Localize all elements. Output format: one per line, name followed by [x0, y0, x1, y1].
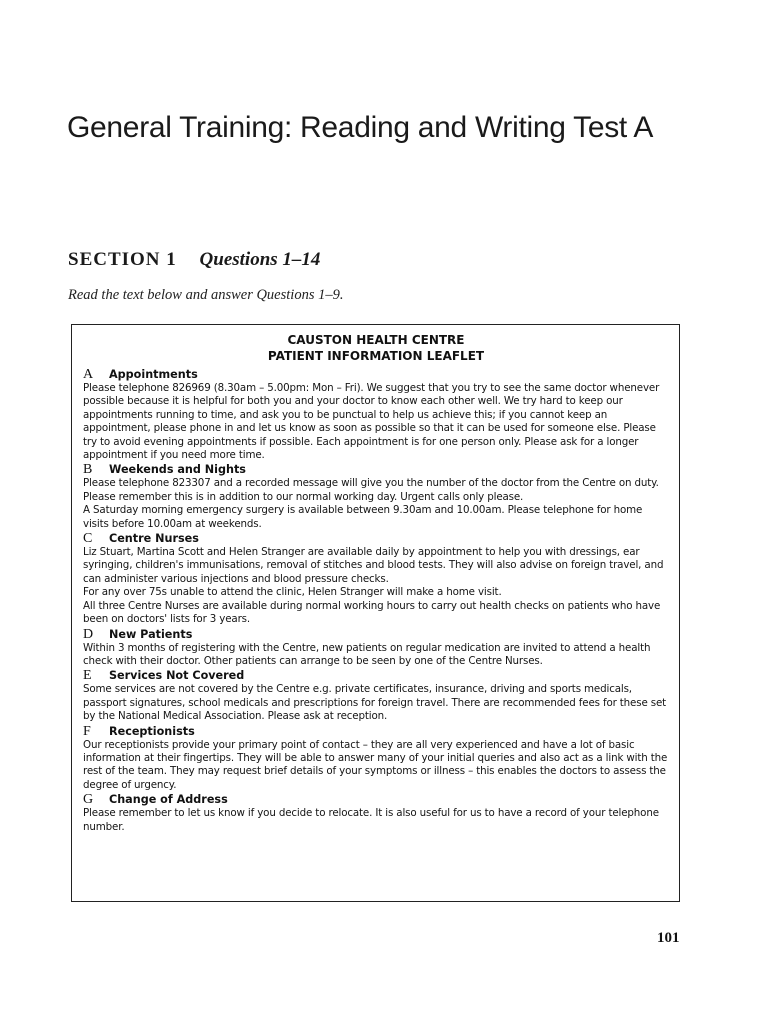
section-header	[83, 532, 669, 546]
section-paragraph: All three Centre Nurses are available during normal working hours to carry out health checks on patients who have been on doctors' lists for 3 years.	[83, 599, 661, 626]
section-heading-text: Receptionists	[109, 724, 195, 738]
section-header	[83, 368, 669, 382]
instruction-text: Read the text below and answer Questions 1–9.	[68, 287, 344, 303]
section-paragraph: Liz Stuart, Martina Scott and Helen Stranger are available daily by appointment to help you with dressings, ear syringing, children's immunisations, removal of stitches and blood tests. They will also advise on foreign travel, and can administer various injections and blood pressure checks.	[83, 546, 664, 585]
section-letter: G	[83, 792, 94, 808]
section-letter: E	[83, 668, 92, 684]
section-heading-text: Change of Address	[109, 793, 228, 807]
leaflet-subtitle: PATIENT INFORMATION LEAFLET	[267, 349, 485, 363]
leaflet-sections	[83, 368, 669, 834]
page-number: 101	[657, 930, 680, 946]
section-letter: A	[83, 367, 94, 382]
section-paragraph: Some services are not covered by the Centre e.g. private certificates, insurance, driving and sports medicals, passport signatures, school medicals and prescriptions for foreign travel. There are recommended fees for these set by the National Medical Association. Please ask at reception.	[83, 683, 667, 723]
section-header	[83, 463, 669, 477]
leaflet-title: CAUSTON HEALTH CENTRE	[287, 333, 465, 347]
page-title: General Training: Reading and Writing Test A	[67, 111, 654, 144]
leaflet-section	[83, 725, 669, 793]
section-heading-text: New Patients	[109, 627, 193, 641]
section-letter: D	[83, 626, 94, 642]
section-paragraph: Please remember to let us know if you decide to relocate. It is also useful for us to have a record of your telephone number.	[83, 807, 659, 833]
section-header	[83, 725, 669, 739]
section-heading-text: Weekends and Nights	[109, 463, 246, 477]
leaflet-section	[83, 628, 669, 669]
leaflet-section	[83, 368, 669, 462]
section-letter: F	[83, 723, 91, 739]
section-heading	[68, 249, 320, 271]
section-heading-text: Services Not Covered	[109, 669, 245, 683]
section-paragraph: A Saturday morning emergency surgery is available between 9.30am and 10.00am. Please telephone for home visits before 10.00am at weekends.	[83, 504, 643, 530]
section-questions: Questions 1–14	[199, 249, 321, 270]
section-paragraph: Our receptionists provide your primary point of contact – they are all very experienced and have a lot of basic information at their fingertips. They will be able to answer many of your initial queries and also act as a link with the rest of the team. They may request brief details of your symptoms or illness – this enables the doctors to assess the degree of urgency.	[83, 738, 668, 791]
section-header	[83, 793, 669, 807]
section-paragraph: Please telephone 823307 and a recorded message will give you the number of the doctor from the Centre on duty. Please remember this is in addition to our normal working day. Urgent calls only please.	[83, 477, 659, 503]
section-header	[83, 628, 669, 642]
section-letter: B	[83, 462, 93, 478]
section-label: SECTION 1	[68, 249, 177, 270]
leaflet-section	[83, 463, 669, 531]
leaflet-section	[83, 669, 669, 723]
leaflet-section	[83, 532, 669, 626]
section-paragraph: Within 3 months of registering with the Centre, new patients on regular medication are invited to attend a health check with their doctor. Other patients can arrange to be seen by one of the Centre Nurses.	[83, 641, 651, 667]
leaflet-box	[71, 324, 680, 902]
section-header	[83, 669, 669, 683]
section-paragraph: Please telephone 826969 (8.30am – 5.00pm: Mon – Fri). We suggest that you try to see the same doctor whenever possible because it is helpful for both you and your doctor to know each other well. We try hard to keep our appointments running to time, and ask you to be punctual to help us achieve this; if you cannot keep an appointment, please phone in and let us know as soon as possible so that it can be used for someone else. Please try to avoid evening appointments if possible. Each appointment is for one person only. Please ask for a longer appointment if you need more time.	[83, 382, 660, 462]
section-heading-text: Centre Nurses	[109, 532, 199, 546]
section-paragraph: For any over 75s unable to attend the clinic, Helen Stranger will make a home visit.	[83, 586, 502, 599]
section-heading-text: Appointments	[109, 368, 198, 381]
section-letter: C	[83, 531, 93, 547]
leaflet-section	[83, 793, 669, 834]
